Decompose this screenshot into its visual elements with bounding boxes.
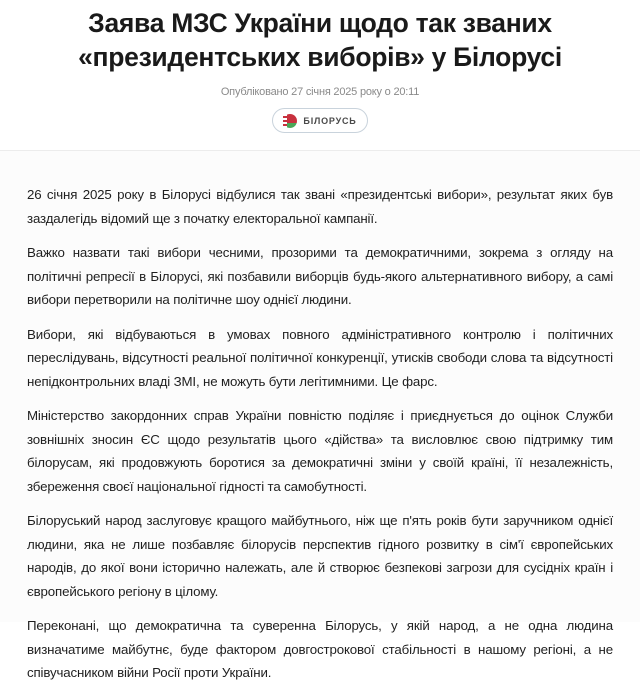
paragraph: 26 січня 2025 року в Білорусі відбулися так звані «президентські вибори», результат яких був заздалегідь відомий ще з початку електоральної кампанії. <box>27 187 613 226</box>
paragraph: Переконані, що демократична та суверенна Білорусь, у якій народ, а не одна людина визначатиме майбутнє, буде фактором довгострокової стабільності в нашому регіоні, а не співучасником війни Росії проти України. <box>27 618 613 680</box>
published-date: Опубліковано 27 січня 2025 року о 20:11 <box>220 86 420 98</box>
article-title: Заява МЗС України щодо так званих «президентських виборів» у Білорусі <box>78 8 562 72</box>
belarus-flag-icon <box>283 114 297 128</box>
article-header <box>0 0 640 151</box>
paragraph: Білоруський народ заслуговує кращого майбутнього, ніж ще п'ять років бути заручником однієї людини, яка не лише позбавляє білорусів перспектив гідного розвитку в сім'ї європейських народів, до якої вони історично належать, але й створює безпекові загрози для сусідніх країн і європейського регіону в цілому. <box>27 513 613 599</box>
paragraph: Важко назвати такі вибори чесними, прозорими та демократичними, зокрема з огляду на політичні репресії в Білорусі, які позбавили виборців будь-якого альтернативного вибору, а самі вибори перетворили на політичне шоу однієї людини. <box>27 245 613 307</box>
tag-label: БІЛОРУСЬ <box>303 115 357 126</box>
tag-belarus[interactable] <box>272 108 367 133</box>
paragraph: Вибори, які відбуваються в умовах повного адміністративного контролю і політичних переслідувань, відсутності реальної політичної конкуренції, утисків свободи слова та відсутності непідконтрольних владі ЗМІ, не можуть бути легітимними. Це фарс. <box>27 326 613 389</box>
paragraph: Міністерство закордонних справ України повністю поділяє і приєднується до оцінок Служби зовнішніх зносин ЄС щодо результатів цього «дійства» та висловлює свою підтримку тим білорусам, які продовжують боротися за демократичні зміни у своїй країні, її незалежність, збереження своєї національної гідності та самобутності. <box>27 408 613 494</box>
article-body <box>0 151 640 680</box>
